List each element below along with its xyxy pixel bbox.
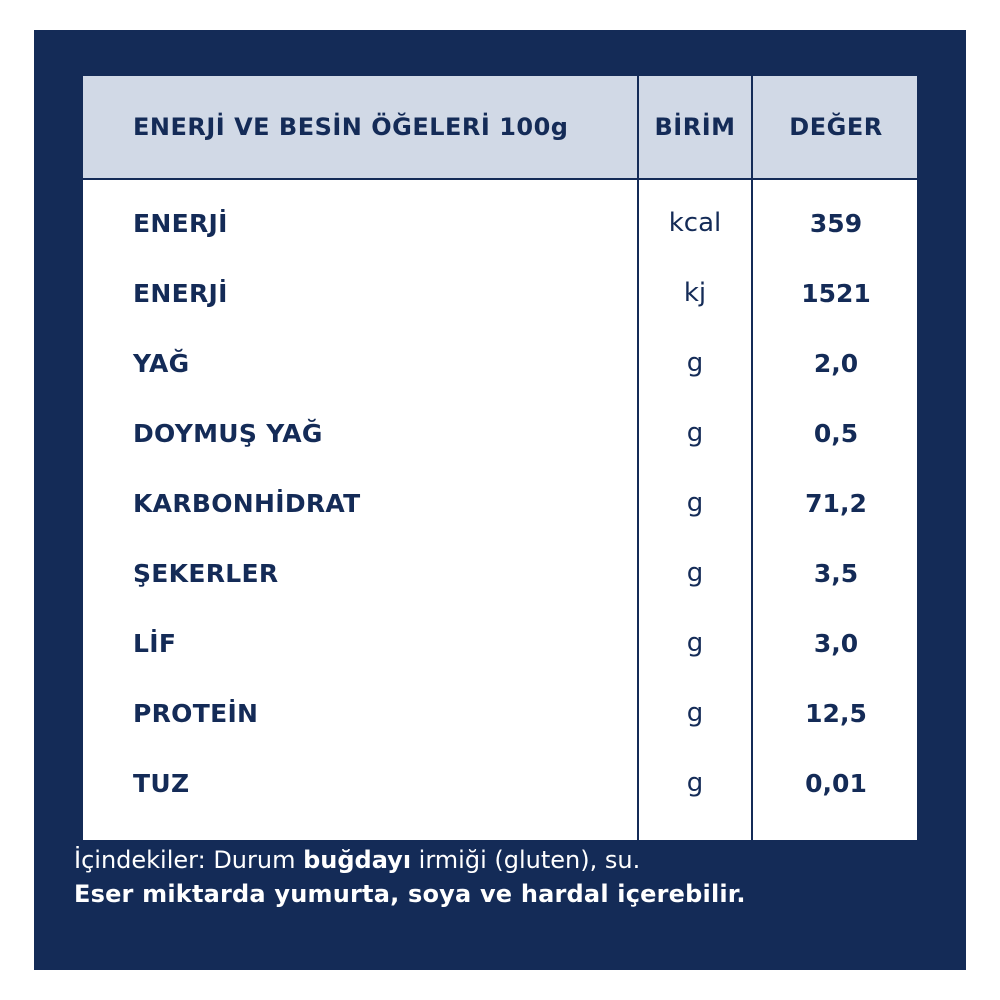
table-row	[83, 328, 917, 398]
nutrient-name: LİF	[133, 628, 177, 658]
ingredients-prefix: İçindekiler: Durum	[74, 846, 304, 874]
header-value: DEĞER	[789, 113, 883, 141]
nutrient-unit: g	[686, 698, 704, 728]
nutrient-name: ENERJİ	[133, 208, 228, 238]
nutrient-value: 0,5	[813, 418, 859, 448]
nutrient-unit: g	[686, 348, 704, 378]
nutrient-unit: g	[686, 418, 704, 448]
nutrient-value: 1521	[801, 278, 871, 308]
nutrient-value: 71,2	[805, 488, 867, 518]
table-row	[83, 678, 917, 748]
table-row	[83, 188, 917, 258]
nutrient-name: ŞEKERLER	[133, 558, 279, 588]
nutrient-name: TUZ	[133, 768, 190, 798]
table-header	[83, 76, 917, 180]
nutrient-value: 2,0	[813, 348, 859, 378]
header-nutrients: ENERJİ VE BESİN ÖĞELERİ 100g	[133, 113, 569, 141]
nutrient-value: 12,5	[805, 698, 867, 728]
ingredients-line	[74, 843, 934, 877]
nutrient-unit: g	[686, 558, 704, 588]
table-row	[83, 748, 917, 818]
nutrient-value: 3,5	[813, 558, 859, 588]
table-row	[83, 608, 917, 678]
nutrient-unit: kcal	[668, 208, 722, 238]
nutrient-unit: kj	[683, 278, 707, 308]
ingredients-allergen: buğdayı	[303, 846, 412, 874]
nutrient-unit: g	[686, 628, 704, 658]
nutrient-value: 359	[809, 208, 863, 238]
table-row	[83, 468, 917, 538]
nutrition-table	[82, 75, 918, 841]
nutrient-name: PROTEİN	[133, 698, 259, 728]
nutrient-unit: g	[686, 488, 704, 518]
ingredients-suffix: irmiği (gluten), su.	[411, 846, 641, 874]
allergen-note: Eser miktarda yumurta, soya ve hardal içerebilir.	[74, 880, 746, 908]
nutrient-name: KARBONHİDRAT	[133, 488, 361, 518]
nutrient-name: YAĞ	[133, 348, 190, 378]
table-row	[83, 258, 917, 328]
nutrient-unit: g	[686, 768, 704, 798]
nutrient-value: 3,0	[813, 628, 859, 658]
header-unit: BİRİM	[654, 113, 736, 141]
nutrient-value: 0,01	[805, 768, 867, 798]
table-row	[83, 538, 917, 608]
table-row	[83, 398, 917, 468]
nutrient-name: DOYMUŞ YAĞ	[133, 418, 323, 448]
ingredients-footer	[74, 843, 934, 911]
nutrient-name: ENERJİ	[133, 278, 228, 308]
nutrition-panel	[34, 30, 966, 970]
